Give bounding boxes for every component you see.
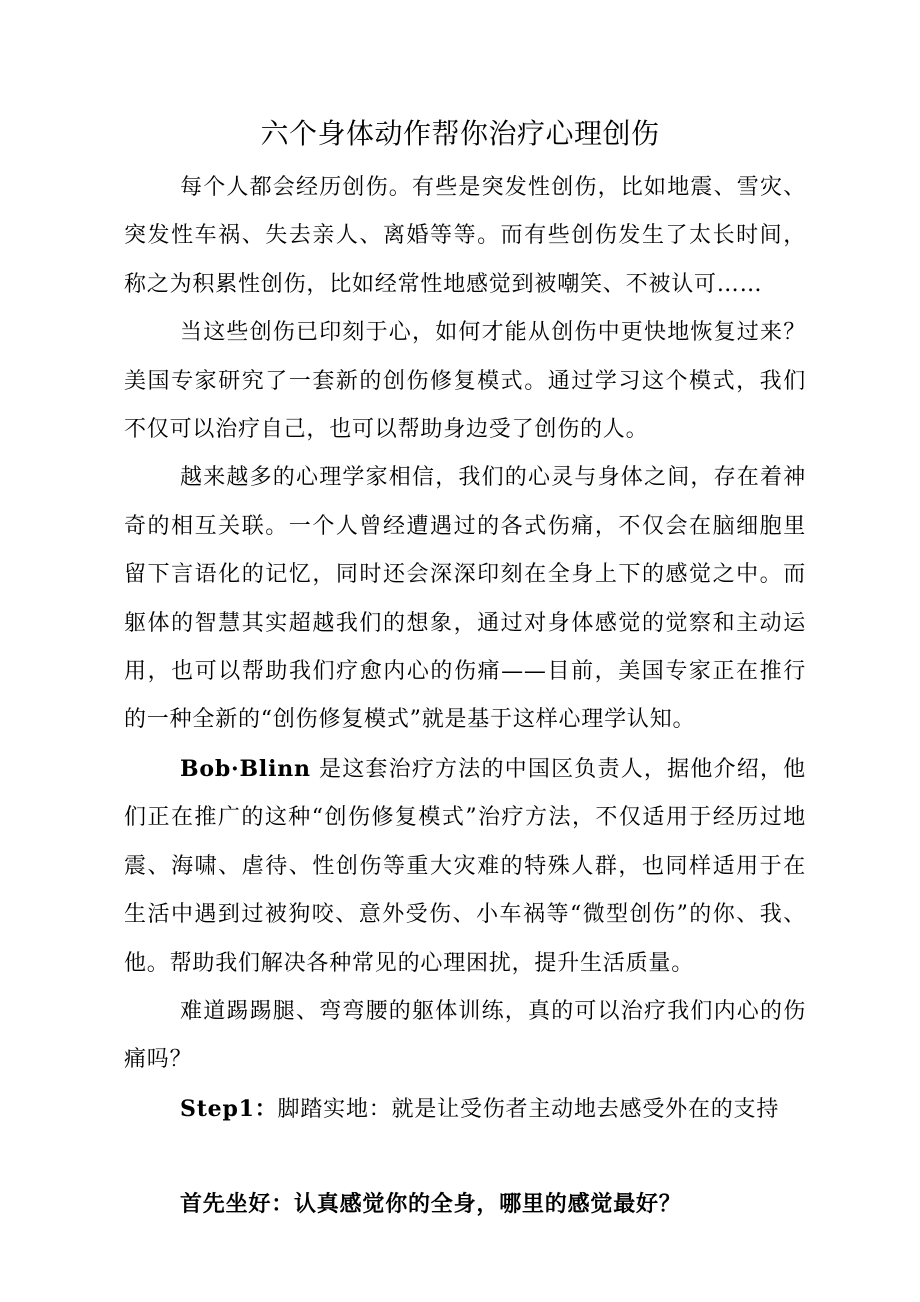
paragraph: 越来越多的心理学家相信，我们的心灵与身体之间，存在着神奇的相互关联。一个人曾经遭遇过的各式伤痛，不仅会在脑细胞里留下言语化的记忆，同时还会深深印刻在全身上下的感觉之中。而躯体的智慧其实超越我们的想象，通过对身体感觉的觉察和主动运用，也可以帮助我们疗愈内心的伤痛——目前，美国专家正在推行的一种全新的“创伤修复模式”就是基于这样心理学认知。 <box>124 465 806 733</box>
document-title: 六个身体动作帮你治疗心理创伤 <box>260 117 660 150</box>
document-body <box>124 164 806 1229</box>
paragraph-text: 是这套治疗方法的中国区负责人，据他介绍，他们正在推广的这种“创伤修复模式”治疗方法，不仅适用于经历过地震、海啸、虐待、性创伤等重大灾难的特殊人群，也同样适用于在生活中遇到过被狗咬、意外受伤、小车祸等“微型创伤”的你、我、他。帮助我们解决各种常见的心理困扰，提升生活质量。 <box>124 756 806 976</box>
step1-text: 脚踏实地：就是让受伤者主动地去感受外在的支持 <box>277 1096 780 1122</box>
paragraph-bob <box>124 745 806 988</box>
question-line: 难道踢踢腿、弯弯腰的躯体训练，真的可以治疗我们内心的伤痛吗？ <box>124 998 806 1073</box>
step1-label: Step1： <box>180 1095 278 1122</box>
person-name: Bob·Blinn <box>180 755 311 782</box>
paragraph: 每个人都会经历创伤。有些是突发性创伤，比如地震、雪灾、突发性车祸、失去亲人、离婚等等。而有些创伤发生了太长时间，称之为积累性创伤，比如经常性地感觉到被嘲笑、不被认可…… <box>124 175 806 297</box>
paragraph: 当这些创伤已印刻于心，如何才能从创伤中更快地恢复过来？美国专家研究了一套新的创伤修复模式。通过学习这个模式，我们不仅可以治疗自己，也可以帮助身边受了创伤的人。 <box>124 320 806 443</box>
step1-line <box>124 1085 806 1134</box>
instruction-line: 首先坐好：认真感觉你的全身，哪里的感觉最好？ <box>180 1191 682 1218</box>
